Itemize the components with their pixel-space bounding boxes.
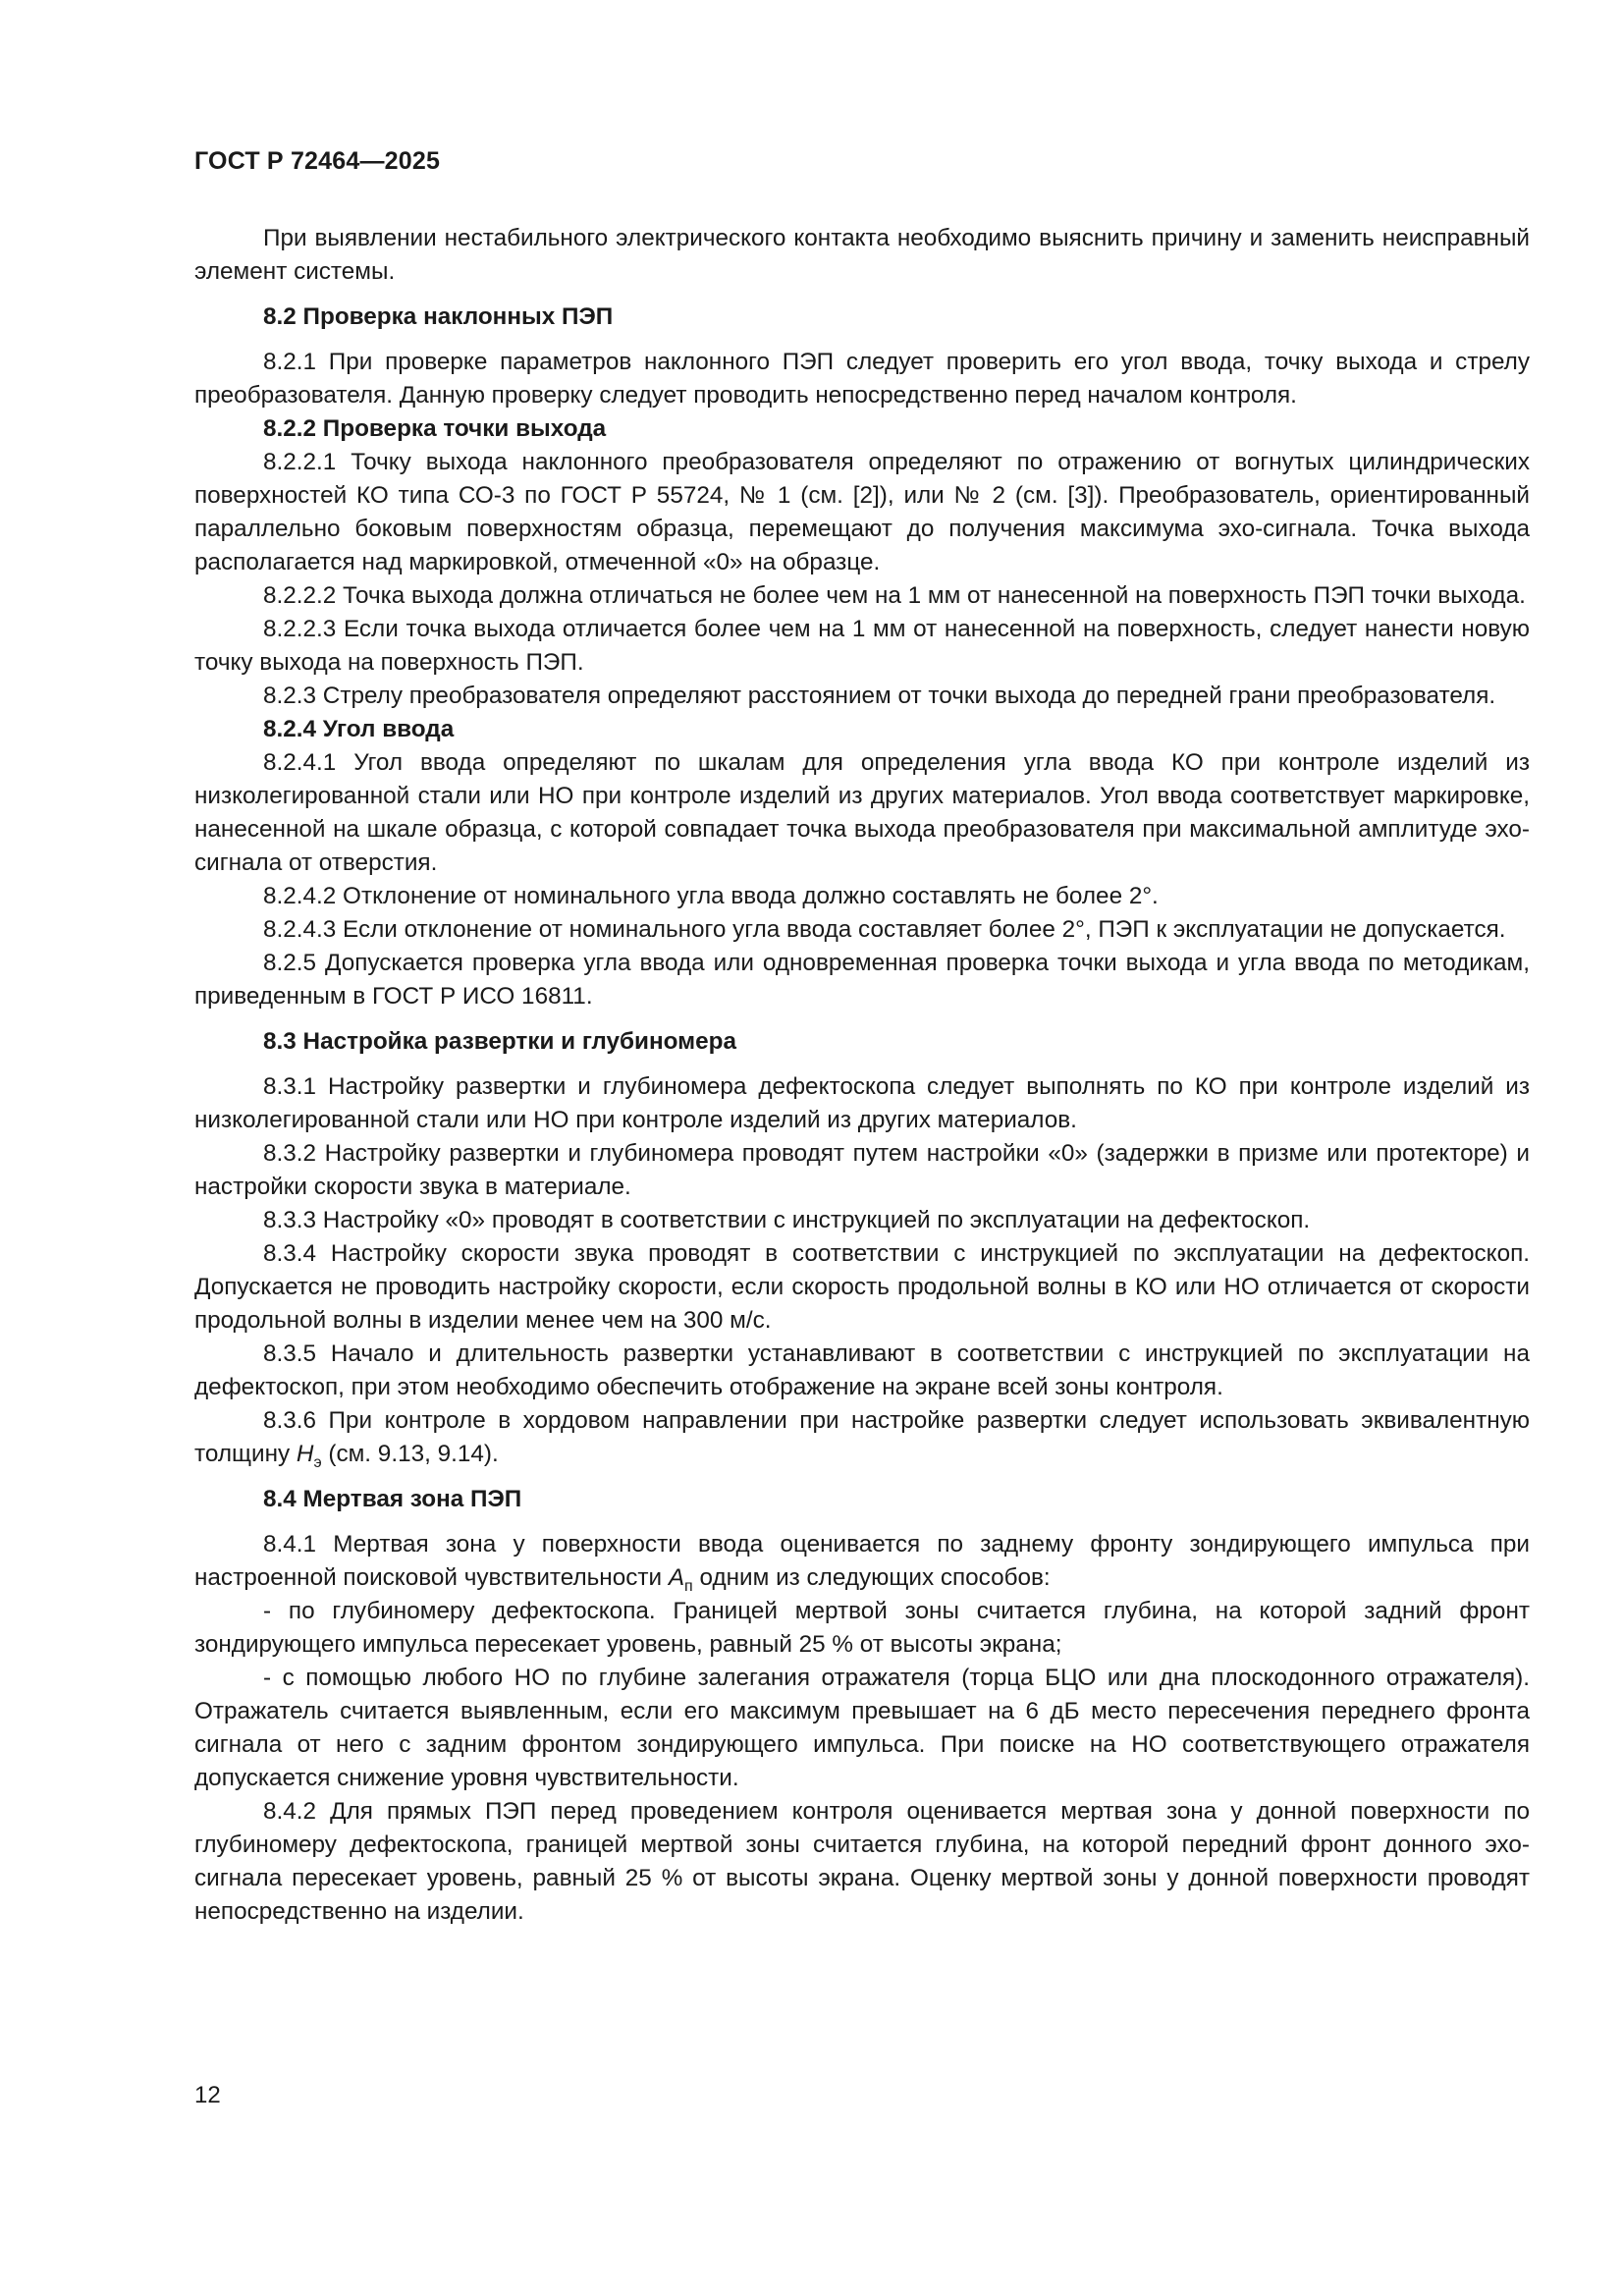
section-heading: 8.3 Настройка развертки и глубиномера: [263, 1028, 736, 1055]
paragraph-text: одним из следующих способов:: [692, 1564, 1051, 1591]
paragraph: 8.3.4 Настройку скорости звука проводят в соответствии с инструкцией по эксплуатации на дефектоскоп. Допускается не проводить настройку скорости, если скорость продольной волны в КО или НО отличается от скорости продольной волны в изделии менее чем на 300 м/с.: [194, 1240, 1530, 1334]
paragraph: 8.3.2 Настройку развертки и глубиномера проводят путем настройки «0» (задержки в призме или протекторе) и настройки скорости звука в материале.: [194, 1140, 1530, 1200]
paragraph: 8.2.4.3 Если отклонение от номинального угла ввода составляет более 2°, ПЭП к эксплуатации не допускается.: [263, 916, 1506, 943]
paragraph: При выявлении нестабильного электрического контакта необходимо выяснить причину и заменить неисправный элемент системы.: [194, 225, 1530, 285]
formula-subscript: п: [684, 1578, 693, 1595]
paragraph-with-formula: [194, 1404, 1530, 1471]
paragraph: 8.2.4.2 Отклонение от номинального угла ввода должно составлять не более 2°.: [263, 883, 1159, 909]
subsection-heading: 8.2.2 Проверка точки выхода: [263, 415, 607, 442]
paragraph: 8.3.5 Начало и длительность развертки устанавливают в соответствии с инструкцией по эксплуатации на дефектоскоп, при этом необходимо обеспечить отображение на экране всей зоны контроля.: [194, 1340, 1530, 1400]
paragraph: 8.2.5 Допускается проверка угла ввода или одновременная проверка точки выхода и угла ввода по методикам, приведенным в ГОСТ Р ИСО 16811.: [194, 950, 1530, 1010]
formula-variable: H: [296, 1441, 314, 1467]
section-heading: 8.2 Проверка наклонных ПЭП: [263, 303, 614, 330]
formula-variable: A: [668, 1564, 685, 1591]
document-body: [194, 222, 1530, 1929]
paragraph-with-formula: [194, 1528, 1530, 1595]
paragraph: 8.2.3 Стрелу преобразователя определяют расстоянием от точки выхода до передней грани преобразователя.: [263, 683, 1496, 709]
paragraph-text: 8.4.1 Мертвая зона у поверхности ввода оценивается по заднему фронту зондирующего импульса при настроенной поисковой чувствительности: [194, 1531, 1530, 1591]
paragraph: 8.2.2.3 Если точка выхода отличается более чем на 1 мм от нанесенной на поверхность, следует нанести новую точку выхода на поверхность ПЭП.: [194, 616, 1530, 676]
list-item: - по глубиномеру дефектоскопа. Границей мертвой зоны считается глубина, на которой задний фронт зондирующего импульса пересекает уровень, равный 25 % от высоты экрана;: [194, 1598, 1530, 1658]
list-item: - с помощью любого НО по глубине залегания отражателя (торца БЦО или дна плоскодонного отражателя). Отражатель считается выявленным, если его максимум превышает на 6 дБ место пересечения переднего фронта сигнала от него с задним фронтом зондирующего импульса. При поиске на НО соответствующего отражателя допускается снижение уровня чувствительности.: [194, 1665, 1530, 1791]
paragraph: 8.3.3 Настройку «0» проводят в соответствии с инструкцией по эксплуатации на дефектоскоп.: [263, 1207, 1311, 1233]
paragraph-text: 8.3.6 При контроле в хордовом направлении при настройке развертки следует использовать эквивалентную толщину: [194, 1407, 1530, 1467]
paragraph: 8.2.2.1 Точку выхода наклонного преобразователя определяют по отражению от вогнутых цилиндрических поверхностей КО типа СО-3 по ГОСТ Р 55724, № 1 (см. [2]), или № 2 (см. [3]). Преобразователь, ориентированный параллельно боковым поверхностям образца, перемещают до получения максимума эхо-сигнала. Точка выхода располагается над маркировкой, отмеченной «0» на образце.: [194, 449, 1530, 575]
paragraph: 8.2.4.1 Угол ввода определяют по шкалам для определения угла ввода КО при контроле изделий из низколегированной стали или НО при контроле изделий из других материалов. Угол ввода соответствует маркировке, нанесенной на шкале образца, с которой совпадает точка выхода преобразователя при максимальной амплитуде эхо-сигнала от отверстия.: [194, 749, 1530, 876]
paragraph: 8.2.2.2 Точка выхода должна отличаться не более чем на 1 мм от нанесенной на поверхность ПЭП точки выхода.: [263, 582, 1526, 609]
formula-subscript: э: [313, 1454, 322, 1471]
subsection-heading: 8.2.4 Угол ввода: [263, 716, 455, 742]
paragraph-text: (см. 9.13, 9.14).: [321, 1441, 499, 1467]
paragraph: 8.4.2 Для прямых ПЭП перед проведением контроля оценивается мертвая зона у донной поверхности по глубиномеру дефектоскопа, границей мертвой зоны считается глубина, на которой передний фронт донного эхо-сигнала пересекает уровень, равный 25 % от высоты экрана. Оценку мертвой зоны у донной поверхности проводят непосредственно на изделии.: [194, 1798, 1530, 1925]
document-header: ГОСТ Р 72464—2025: [194, 147, 441, 175]
paragraph: 8.3.1 Настройку развертки и глубиномера дефектоскопа следует выполнять по КО при контроле изделий из низколегированной стали или НО при контроле изделий из других материалов.: [194, 1073, 1530, 1133]
page-number: 12: [194, 2082, 221, 2108]
paragraph: 8.2.1 При проверке параметров наклонного ПЭП следует проверить его угол ввода, точку выхода и стрелу преобразователя. Данную проверку следует проводить непосредственно перед началом контроля.: [194, 349, 1530, 409]
section-heading: 8.4 Мертвая зона ПЭП: [263, 1486, 522, 1512]
